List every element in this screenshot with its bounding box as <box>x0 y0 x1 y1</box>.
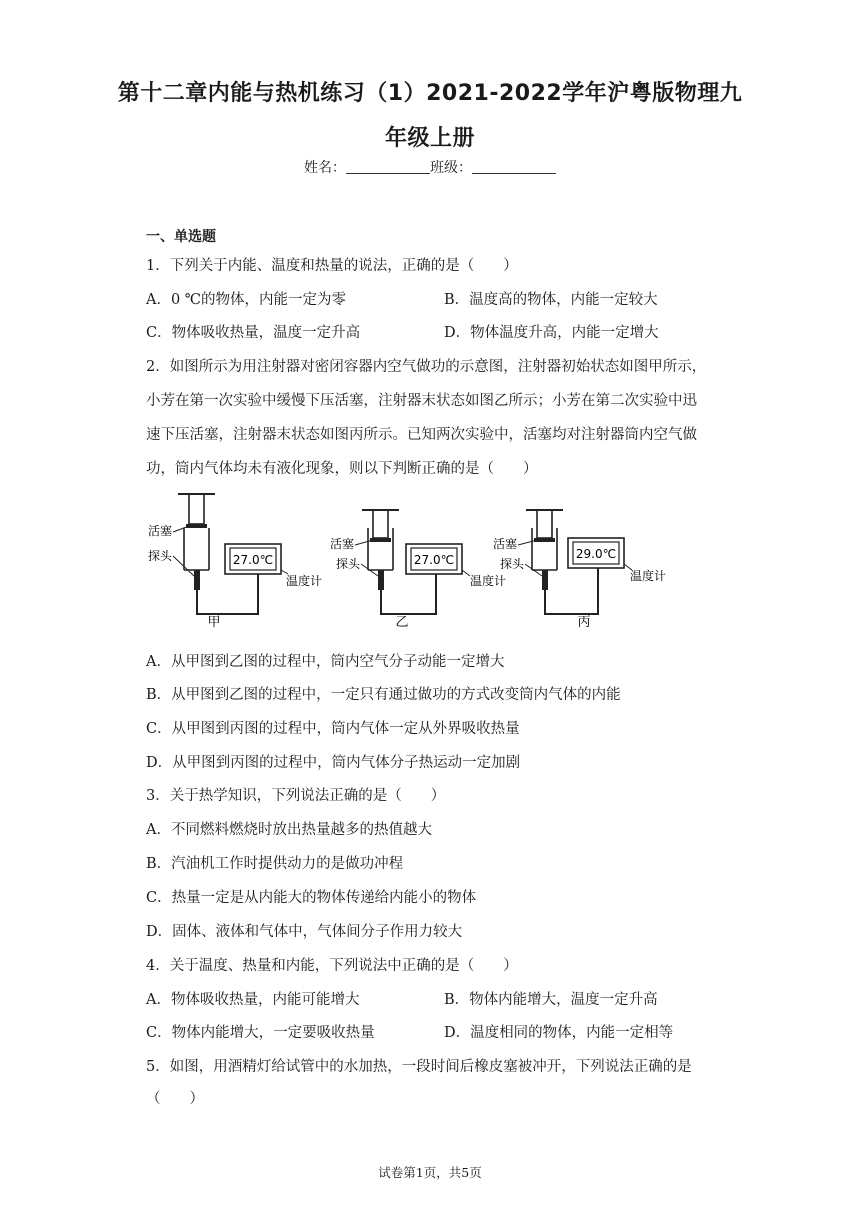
panel-bing <box>493 510 666 630</box>
q5-stem-line2: （ ） <box>146 1091 204 1107</box>
caption-yi: 乙 <box>395 615 409 630</box>
name-label: 姓名： <box>304 160 346 176</box>
q1-option-a: A．0 ℃的物体，内能一定为零 <box>146 292 347 308</box>
caption-bing: 丙 <box>577 615 591 630</box>
name-blank[interactable] <box>346 159 430 174</box>
page-title-line2: 年级上册 <box>384 126 475 151</box>
q4-option-b: B．物体内能增大，温度一定升高 <box>444 992 658 1008</box>
q4-option-d: D．温度相同的物体，内能一定相等 <box>444 1025 674 1041</box>
q5-stem-line1: 5．如图，用酒精灯给试管中的水加热，一段时间后橡皮塞被冲开，下列说法正确的是 <box>146 1059 692 1075</box>
q2-stem-line4: 功，筒内气体均未有液化现象，则以下判断正确的是（ ） <box>146 461 538 477</box>
q2-option-a: A．从甲图到乙图的过程中，筒内空气分子动能一定增大 <box>146 654 505 670</box>
q3-option-b: B．汽油机工作时提供动力的是做功冲程 <box>146 856 404 872</box>
class-blank[interactable] <box>472 159 556 174</box>
page-title: 第十二章内能与热机练习（1）2021-2022学年沪粤版物理九 <box>117 81 743 106</box>
q2-option-d: D．从甲图到丙图的过程中，筒内气体分子热运动一定加剧 <box>146 755 521 771</box>
thermometer-label: 温度计 <box>470 574 507 588</box>
q3-option-a: A．不同燃料燃烧时放出热量越多的热值越大 <box>146 822 432 838</box>
syringe-figure <box>140 490 700 634</box>
thermometer-reading-bing: 29.0℃ <box>575 547 617 561</box>
section-heading: 一、单选题 <box>146 229 216 245</box>
q4-stem: 4．关于温度、热量和内能，下列说法中正确的是（ ） <box>146 958 518 974</box>
syringe-diagram <box>140 490 700 630</box>
q1-option-d: D．物体温度升高，内能一定增大 <box>444 325 659 341</box>
page-footer: 试卷第1页，共5页 <box>378 1165 482 1180</box>
q3-stem: 3．关于热学知识，下列说法正确的是（ ） <box>146 788 446 804</box>
q1-option-c: C．物体吸收热量，温度一定升高 <box>146 325 361 341</box>
caption-jia: 甲 <box>207 615 221 630</box>
q2-stem-line2: 小芳在第一次实验中缓慢下压活塞，注射器末状态如图乙所示；小芳在第二次实验中迅 <box>146 393 697 409</box>
q3-option-d: D．固体、液体和气体中，气体间分子作用力较大 <box>146 924 463 940</box>
probe-label: 探头 <box>148 549 173 563</box>
student-info <box>0 157 860 177</box>
q1-option-b: B．温度高的物体，内能一定较大 <box>444 292 658 308</box>
piston-label: 活塞 <box>493 537 518 551</box>
thermometer-label: 温度计 <box>630 569 667 583</box>
thermometer-label: 温度计 <box>286 574 323 588</box>
q2-stem-line1: 2．如图所示为用注射器对密闭容器内空气做功的示意图，注射器初始状态如图甲所示， <box>146 359 707 375</box>
class-label: 班级： <box>430 160 472 176</box>
probe-label: 探头 <box>336 557 361 571</box>
piston-label: 活塞 <box>148 524 173 538</box>
thermometer-reading-jia: 27.0℃ <box>232 553 274 567</box>
q4-option-c: C．物体内能增大，一定要吸收热量 <box>146 1025 375 1041</box>
q3-option-c: C．热量一定是从内能大的物体传递给内能小的物体 <box>146 890 477 906</box>
panel-jia <box>148 494 322 630</box>
q2-stem-line3: 速下压活塞，注射器末状态如图丙所示。已知两次实验中，活塞均对注射器筒内空气做 <box>146 427 697 443</box>
q1-stem: 1．下列关于内能、温度和热量的说法，正确的是（ ） <box>146 258 518 274</box>
q4-option-a: A．物体吸收热量，内能可能增大 <box>146 992 360 1008</box>
probe-label: 探头 <box>500 557 525 571</box>
q2-option-b: B．从甲图到乙图的过程中，一定只有通过做功的方式改变筒内气体的内能 <box>146 687 621 703</box>
thermometer-reading-yi: 27.0℃ <box>413 553 455 567</box>
q2-option-c: C．从甲图到丙图的过程中，筒内气体一定从外界吸收热量 <box>146 721 520 737</box>
piston-label: 活塞 <box>330 537 355 551</box>
panel-yi <box>330 510 506 630</box>
